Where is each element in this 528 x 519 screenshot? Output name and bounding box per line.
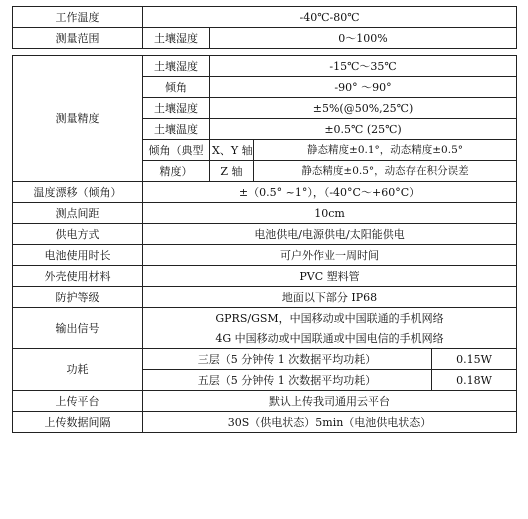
row-label: 功耗 <box>13 349 143 391</box>
row-label: 外壳使用材料 <box>13 266 143 287</box>
row-sublabel: 倾角（典型 <box>143 140 210 161</box>
row-value: 4G 中国移动或中国联通或中国电信的手机网络 <box>143 328 517 349</box>
row-value: 电池供电/电源供电/太阳能供电 <box>143 224 517 245</box>
row-label: 上传数据间隔 <box>13 412 143 433</box>
row-value: 0～100% <box>210 28 517 49</box>
row-label: 上传平台 <box>13 391 143 412</box>
row-value: 静态精度±0.1°，动态精度±0.5° <box>254 140 517 161</box>
row-sublabel: 倾角 <box>143 77 210 98</box>
table-row <box>13 7 517 28</box>
row-value: 五层（5 分钟传 1 次数据平均功耗） <box>143 370 432 391</box>
row-label: 防护等级 <box>13 287 143 308</box>
table-row <box>13 287 517 308</box>
axis-label: Z 轴 <box>210 161 254 182</box>
row-value: 30S（供电状态）5min（电池供电状态） <box>143 412 517 433</box>
table-row <box>13 203 517 224</box>
row-value: -15℃～35℃ <box>210 56 517 77</box>
row-label: 工作温度 <box>13 7 143 28</box>
row-value: GPRS/GSM，中国移动或中国联通的手机网络 <box>143 308 517 329</box>
row-value: ±0.5℃ (25℃) <box>210 119 517 140</box>
row-value: ±5%(@50%,25℃) <box>210 98 517 119</box>
table-row <box>13 412 517 433</box>
row-value: -40℃-80℃ <box>143 7 517 28</box>
table-row <box>13 182 517 203</box>
row-label: 输出信号 <box>13 308 143 349</box>
axis-label: X、Y 轴 <box>210 140 254 161</box>
row-value: 10cm <box>143 203 517 224</box>
table-row <box>13 308 517 329</box>
row-label: 测点间距 <box>13 203 143 224</box>
row-value: 可户外作业一周时间 <box>143 245 517 266</box>
table-row <box>13 349 517 370</box>
row-label: 供电方式 <box>13 224 143 245</box>
row-label: 电池使用时长 <box>13 245 143 266</box>
table-row <box>13 245 517 266</box>
row-sublabel: 土壤温度 <box>143 119 210 140</box>
row-label: 测量范围 <box>13 28 143 49</box>
table-row <box>13 266 517 287</box>
spec-table <box>12 6 517 433</box>
row-label: 温度漂移（倾角） <box>13 182 143 203</box>
row-value: 默认上传我司通用云平台 <box>143 391 517 412</box>
row-value: -90° ～90° <box>210 77 517 98</box>
row-label: 测量精度 <box>13 56 143 182</box>
spec-table-wrapper <box>12 6 516 433</box>
table-row <box>13 28 517 49</box>
row-value: 静态精度±0.5°，动态存在积分误差 <box>254 161 517 182</box>
row-sublabel: 土壤湿度 <box>143 98 210 119</box>
table-row <box>13 391 517 412</box>
row-value: PVC 塑料管 <box>143 266 517 287</box>
row-value: ±（0.5° ~1°），（-40°C～+60°C） <box>143 182 517 203</box>
row-sublabel: 土壤湿度 <box>143 56 210 77</box>
row-value: 三层（5 分钟传 1 次数据平均功耗） <box>143 349 432 370</box>
row-sublabel: 土壤湿度 <box>143 28 210 49</box>
row-sublabel: 精度） <box>143 161 210 182</box>
row-value: 地面以下部分 IP68 <box>143 287 517 308</box>
row-value: 0.18W <box>432 370 517 391</box>
table-row <box>13 224 517 245</box>
table-row <box>13 56 517 77</box>
table-gap <box>13 49 517 56</box>
row-value: 0.15W <box>432 349 517 370</box>
